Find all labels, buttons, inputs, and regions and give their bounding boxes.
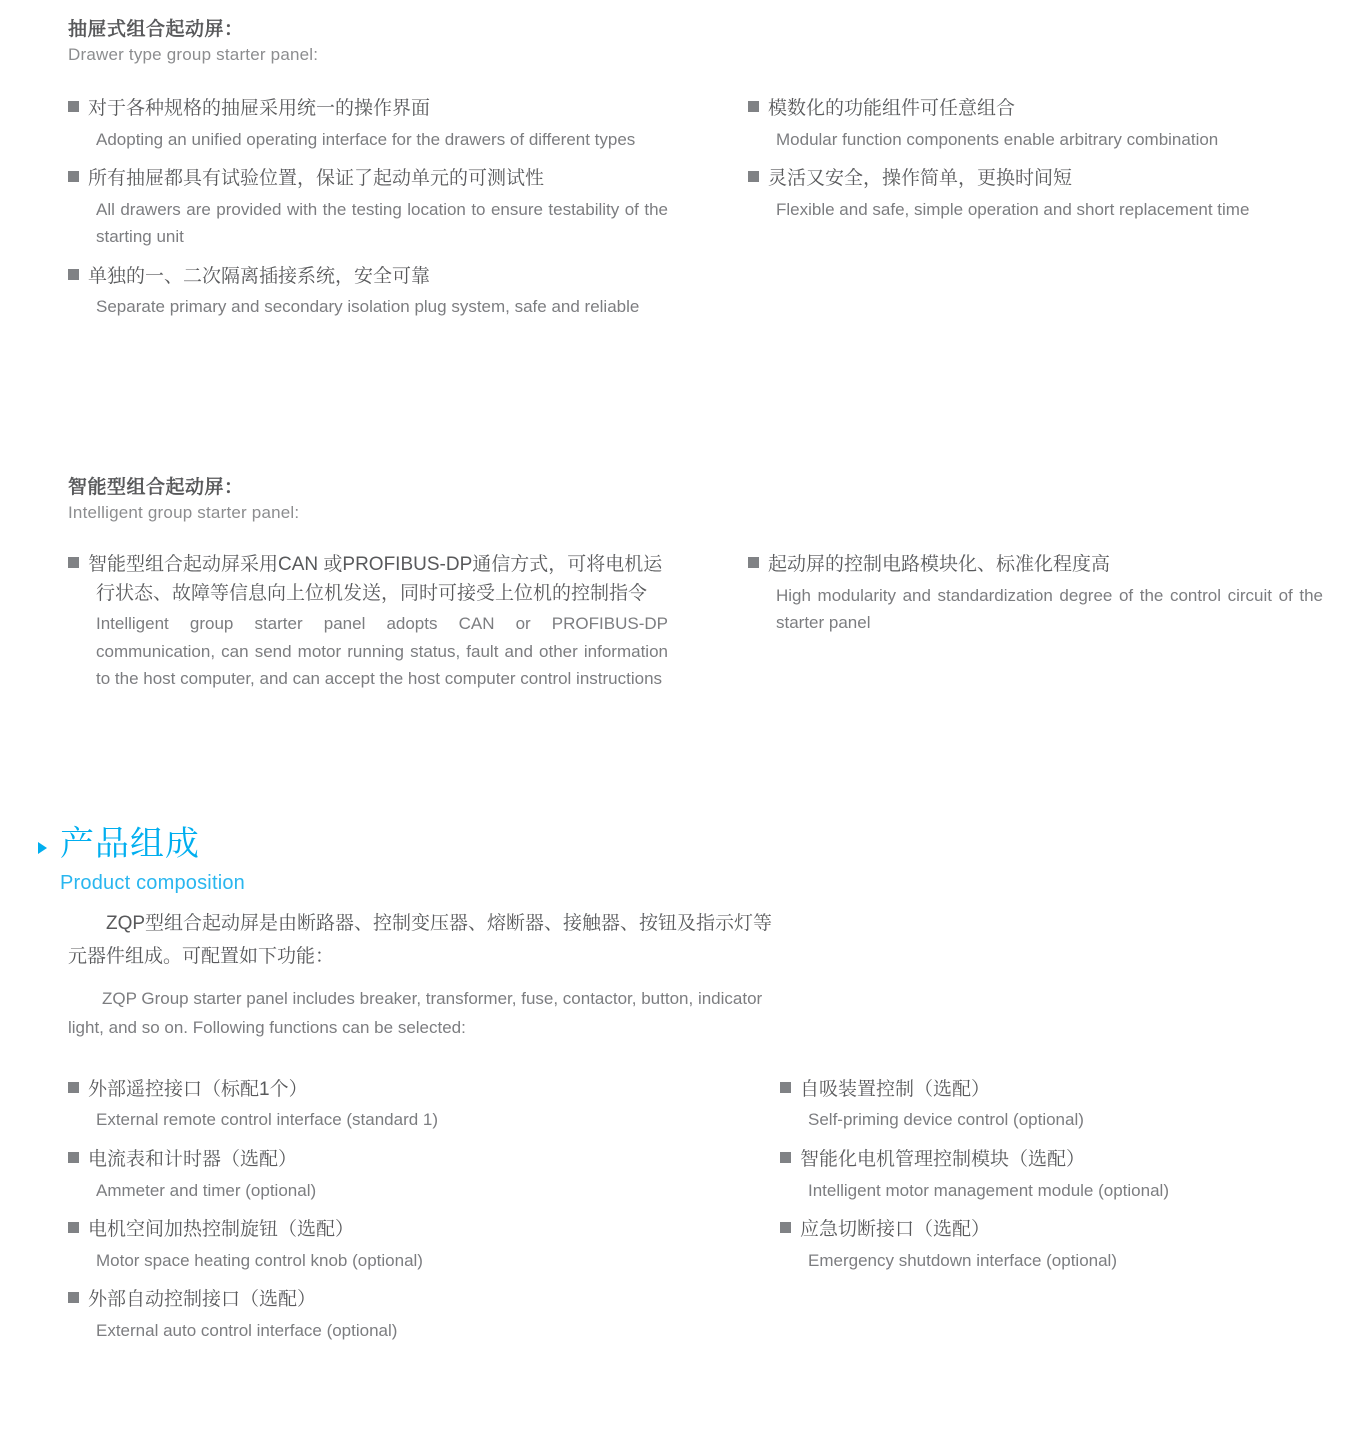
list-item-label-en: Separate primary and secondary isolation plug system, safe and reliable <box>96 297 640 317</box>
intelligent-right-column <box>748 539 1323 637</box>
list-item <box>68 165 668 251</box>
list-item <box>68 1146 688 1204</box>
drawer-left-column <box>68 83 668 321</box>
bullet-row <box>748 165 1318 194</box>
composition-columns <box>68 1064 1326 1364</box>
list-item-label-en: Intelligent motor management module (optional) <box>808 1180 1169 1200</box>
bullet-row <box>68 551 668 608</box>
list-item <box>68 95 668 153</box>
bullet-row <box>748 551 1323 580</box>
list-item-label-en: Modular function components enable arbitrary combination <box>776 129 1219 149</box>
list-item-label-cn: 外部自动控制接口（选配） <box>88 1289 317 1311</box>
bullet-row <box>68 263 668 292</box>
bullet-row <box>0 165 668 194</box>
square-bullet-icon <box>748 557 759 568</box>
list-item-label-cn: 起动屏的控制电路模块化、标准化程度高 <box>768 554 1111 575</box>
bullet-row <box>68 95 668 124</box>
drawer-section <box>68 14 1308 463</box>
list-item-label-cn: 灵活又安全，操作简单，更换时间短 <box>768 168 1073 190</box>
square-bullet-icon <box>68 1292 79 1303</box>
list-item-label-cn: 所有抽屉都具有试验位置，保证了起动单元的可测试性 <box>88 168 545 190</box>
list-item <box>780 1076 1349 1134</box>
bullet-row <box>68 1146 688 1175</box>
triangle-marker-icon <box>38 842 47 854</box>
composition-left-column <box>68 1064 688 1344</box>
square-bullet-icon <box>68 101 79 112</box>
list-item <box>68 1286 688 1344</box>
square-bullet-icon <box>780 1082 791 1093</box>
bullet-row <box>780 1076 1349 1105</box>
list-item-label-cn: 模数化的功能组件可任意组合 <box>768 98 1016 119</box>
page-title <box>36 826 1326 895</box>
list-item <box>780 1146 1349 1204</box>
list-item-label-cn: 单独的一、二次隔离插接系统，安全可靠 <box>88 265 431 287</box>
square-bullet-icon <box>68 1222 79 1233</box>
list-item <box>748 551 1323 637</box>
list-item-label-en: Adopting an unified operating interface for the drawers of different types <box>96 129 636 149</box>
intelligent-title-en: Intelligent group starter panel: <box>68 503 300 522</box>
intelligent-title-cn: 智能型组合起动屏： <box>68 477 244 498</box>
drawer-right-column <box>748 83 1318 223</box>
list-item-label-cn: 智能化电机管理控制模块（选配） <box>800 1149 1086 1171</box>
list-item <box>68 1216 688 1274</box>
square-bullet-icon <box>68 1082 79 1093</box>
composition-right-column <box>780 1064 1349 1274</box>
bullet-row <box>780 1216 1349 1245</box>
list-item-label-cn: 应急切断接口（选配） <box>800 1219 991 1241</box>
square-bullet-icon <box>780 1222 791 1233</box>
intelligent-left-column <box>68 539 668 693</box>
bullet-row <box>68 1286 688 1315</box>
list-item-label-en: Emergency shutdown interface (optional) <box>808 1250 1117 1270</box>
product-composition-section <box>36 826 1326 1364</box>
list-item <box>748 165 1318 223</box>
drawer-title-en: Drawer type group starter panel: <box>68 45 319 64</box>
intelligent-columns <box>68 539 1323 789</box>
bullet-row <box>748 95 1318 124</box>
list-item-label-en: Flexible and safe, simple operation and short replacement time <box>776 199 1250 219</box>
bullet-row <box>68 1076 688 1105</box>
list-item-label-en: All drawers are provided with the testing location to ensure testability of the starting unit <box>96 199 668 247</box>
list-item-label-cn: 外部遥控接口（标配1个） <box>88 1078 308 1100</box>
composition-paragraph-en-line1: ZQP Group starter panel includes breaker, transformer, fuse, contactor, button, indicator <box>102 988 763 1008</box>
intelligent-section-heading <box>68 472 1308 523</box>
drawer-section-heading <box>68 14 1308 65</box>
list-item-label-en: External auto control interface (optional) <box>96 1320 398 1340</box>
bullet-row <box>780 1146 1349 1175</box>
square-bullet-icon <box>68 171 79 182</box>
bullet-row <box>68 1216 688 1245</box>
list-item-label-cn: 自吸装置控制（选配） <box>800 1078 991 1100</box>
list-item <box>748 95 1318 153</box>
list-item-label-cn: 电流表和计时器（选配） <box>88 1149 298 1171</box>
square-bullet-icon <box>748 171 759 182</box>
list-item-label-cn: 对于各种规格的抽屉采用统一的操作界面 <box>88 98 431 119</box>
composition-paragraph-cn-line1: ZQP型组合起动屏是由断路器、控制变压器、熔断器、接触器、按钮及指示灯等 <box>106 913 773 935</box>
square-bullet-icon <box>748 101 759 112</box>
composition-paragraphs <box>68 909 1326 1042</box>
composition-paragraph-en-line2: light, and so on. Following functions can be selected: <box>68 1018 466 1038</box>
section-title-en: Product composition <box>60 872 246 895</box>
list-item-label-en: Motor space heating control knob (optional) <box>96 1250 423 1270</box>
drawer-columns <box>68 83 1308 463</box>
intelligent-section <box>68 472 1323 789</box>
drawer-title-cn: 抽屉式组合起动屏： <box>68 19 244 40</box>
list-item <box>68 1076 688 1134</box>
list-item <box>68 551 668 693</box>
list-item <box>780 1216 1349 1274</box>
list-item-label-en: Intelligent group starter panel adopts CAN or PROFIBUS-DP communication, can send motor running status, fault and other information to the host computer, and can accept the host computer control instructions <box>96 614 668 689</box>
list-item-label-cn: 电机空间加热控制旋钮（选配） <box>88 1219 355 1241</box>
square-bullet-icon <box>68 1152 79 1163</box>
list-item-label-cn: 智能型组合起动屏采用CAN 或PROFIBUS-DP通信方式，可将电机运行状态、故障等信息向上位机发送，同时可接受上位机的控制指令 <box>88 554 663 604</box>
section-title-cn: 产品组成 <box>60 825 200 863</box>
square-bullet-icon <box>68 557 79 568</box>
list-item-label-en: Self-priming device control (optional) <box>808 1110 1084 1130</box>
square-bullet-icon <box>780 1152 791 1163</box>
list-item-label-en: Ammeter and timer (optional) <box>96 1180 317 1200</box>
square-bullet-icon <box>68 269 79 280</box>
list-item-label-en: External remote control interface (standard 1) <box>96 1110 439 1130</box>
composition-paragraph-cn-line2: 元器件组成。可配置如下功能： <box>68 946 335 968</box>
list-item-label-en: High modularity and standardization degree of the control circuit of the starter panel <box>776 585 1323 633</box>
list-item <box>68 263 668 321</box>
